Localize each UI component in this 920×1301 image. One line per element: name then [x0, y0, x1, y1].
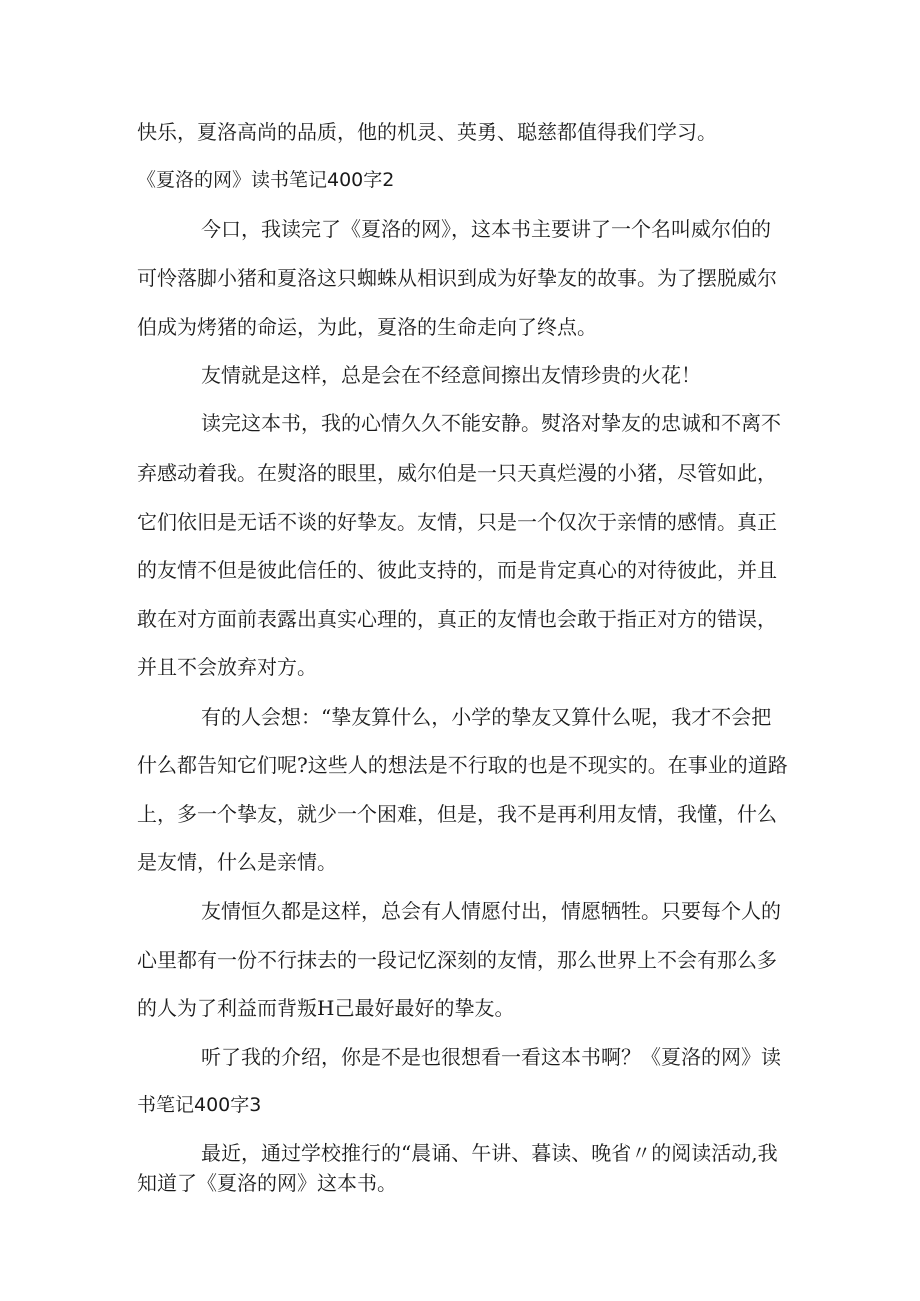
- paragraph-line: 并且不会放弃对方。: [137, 655, 317, 679]
- paragraph-line: 心里都有一份不行抹去的一段记忆深刻的友情，那么世界上不会有那么多: [137, 948, 777, 972]
- paragraph-line: 友情就是这样，总是会在不经意间擦出友情珍贵的火花！: [201, 363, 701, 387]
- paragraph-line: 上，多一个挚友，就少一个困难，但是，我不是再利用友情，我懂，什么: [137, 802, 777, 826]
- paragraph-line: 可怜落脚小猪和夏洛这只蜘蛛从相识到成为好挚友的故事。为了摆脱威尔: [137, 266, 777, 290]
- paragraph-line: 的人为了利益而背叛H己最好最好的挚友。: [137, 996, 515, 1020]
- paragraph-line: 它们依旧是无话不谈的好挚友。友情，只是一个仅次于亲情的感情。真正: [137, 510, 777, 534]
- paragraph-line: 友情恒久都是这样，总会有人情愿付出，情愿牺牲。只要每个人的: [201, 899, 781, 923]
- paragraph-line: 最近，通过学校推行的“晨诵、午讲、暮读、晚省〃的阅读活动,我: [201, 1141, 778, 1165]
- paragraph-line: 读完这本书，我的心情久久不能安静。熨洛对挚友的忠诚和不离不: [201, 411, 781, 435]
- paragraph-line: 伯成为烤猪的命运，为此，夏洛的生命走向了终点。: [137, 315, 597, 339]
- paragraph-line: 有的人会想：“挚友算什么，小学的挚友又算什么呢，我才不会把: [201, 705, 772, 729]
- paragraph-line: 听了我的介绍，你是不是也很想看一看这本书啊？《夏洛的网》读: [201, 1045, 781, 1069]
- section-heading: 书笔记400字3: [137, 1094, 262, 1116]
- paragraph-line: 什么都告知它们呢?这些人的想法是不行取的也是不现实的。在事业的道路: [137, 753, 788, 777]
- paragraph-line: 弃感动着我。在熨洛的眼里，威尔伯是一只天真烂漫的小猪，尽管如此，: [137, 461, 777, 485]
- paragraph-line: 的友情不但是彼此信任的、彼此支持的，而是肯定真心的对待彼此，并且: [137, 558, 777, 582]
- paragraph-line: 敢在对方面前表露出真实心理的，真正的友情也会敢于指正对方的错误，: [137, 607, 777, 631]
- paragraph-line: 今口，我读完了《夏洛的网》，这本书主要讲了一个名叫威尔伯的: [201, 217, 771, 241]
- paragraph-line: 是友情，什么是亲情。: [137, 850, 337, 874]
- paragraph-line: 知道了《夏洛的网》这本书。: [137, 1171, 397, 1195]
- paragraph-line: 快乐，夏洛高尚的品质，他的机灵、英勇、聪慈都值得我们学习。: [137, 120, 717, 144]
- section-heading: 《夏洛的网》读书笔记400字2: [137, 169, 395, 191]
